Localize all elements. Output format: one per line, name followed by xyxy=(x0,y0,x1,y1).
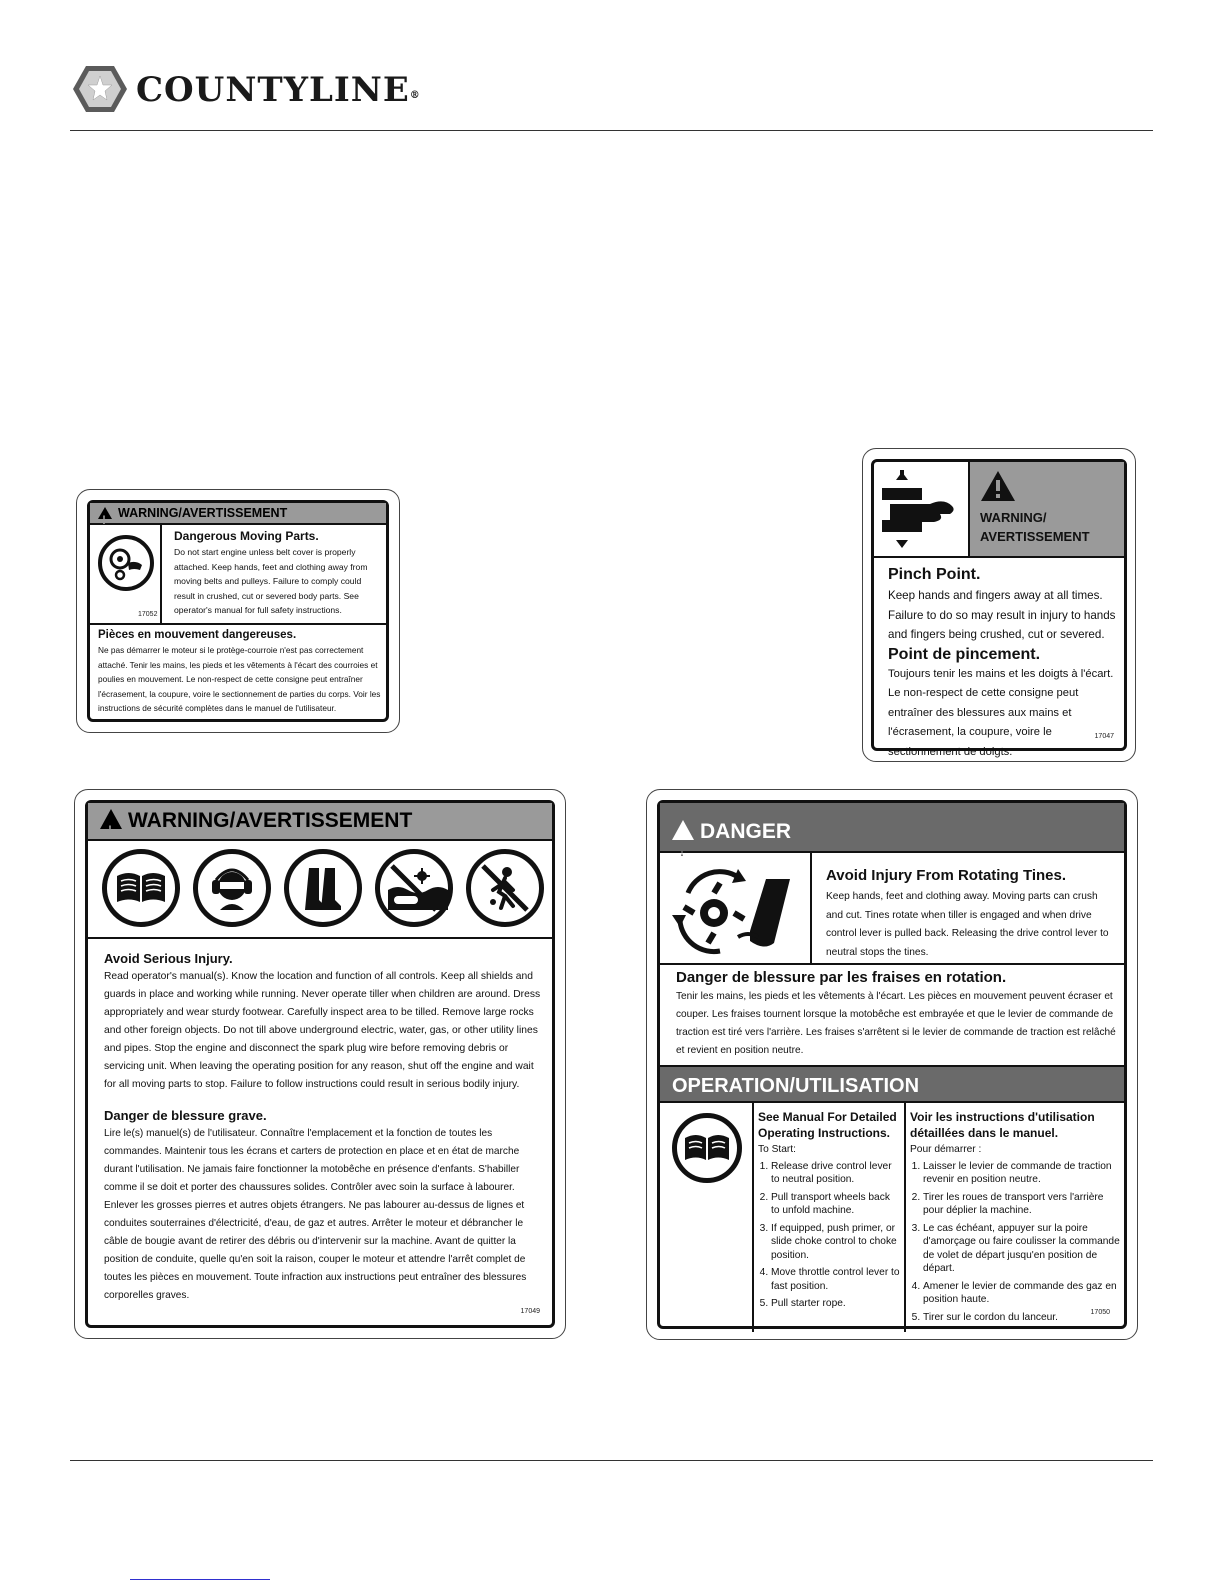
decal-17050-op-fr-title: Voir les instructions d'utilisation détaillées dans le manuel. xyxy=(910,1110,1095,1140)
decal-17050-title-fr: Danger de blessure par les fraises en rotation. xyxy=(676,969,1007,986)
decal-17050-op-en-steps xyxy=(758,1160,900,1311)
list-item: 4. Amener le levier de commande des gaz en position haute. xyxy=(923,1280,1124,1307)
decal-17050-operation-header: OPERATION/UTILISATION xyxy=(660,1065,1124,1103)
footer-rule xyxy=(70,1460,1153,1461)
decal-17052 xyxy=(76,489,400,733)
decal-17050 xyxy=(646,789,1138,1340)
part-number: 17047 xyxy=(1094,733,1114,740)
brand-name: COUNTYLINE® xyxy=(136,70,421,110)
decal-17049-text xyxy=(104,951,548,1305)
list-item: 5. Pull starter rope. xyxy=(771,1297,900,1311)
decal-17049-body-en: Read operator's manual(s). Know the location and function of all controls. Keep all shields and guards in place and working while running. Never operate tiller when children are around. Dress appropriately and wear sturdy footwear. Carefully inspect area to be tilled. Remove large rocks and other foreign objects. Do not till above underground electric, water, gas, or other utility lines and pipes. Stop the engine and disconnect the spark plug wire before removing debris or servicing unit. When leaving the operating position for any reason, shut off the engine and wait for all moving parts to stop. Failure to follow instructions could result in serious bodily injury. xyxy=(104,971,541,1090)
ear-eye-protection-icon xyxy=(193,849,271,927)
decal-17052-body-fr: Ne pas démarrer le moteur si le protège-courroie n'est pas correctement attaché. Tenir les mains, les pieds et les vêtements à l'écart des courroies et poulies en mouvement. Le non-respect de cette consigne peut entraîner l'écrasement, la coupure, voire le sectionnement de parties du corps. Voir les instructions de sécurité complètes dans le manuel de l'utilisateur. xyxy=(98,645,381,713)
list-item: 3. Le cas échéant, appuyer sur la poire d'amorçage ou faire coulisser la commande de volet de départ jusqu'en position de départ. xyxy=(923,1222,1124,1276)
decal-17047 xyxy=(862,448,1136,762)
decal-17050-op-en-intro: To Start: xyxy=(758,1144,796,1155)
decal-17047-header xyxy=(968,462,1124,558)
belt-pulley-hand-icon xyxy=(98,535,154,591)
boots-icon xyxy=(284,849,362,927)
decal-17050-op-en xyxy=(758,1109,900,1315)
no-underground-lines-icon xyxy=(375,849,453,927)
part-number: 17050 xyxy=(1090,1309,1110,1316)
list-item: 2. Tirer les roues de transport vers l'arrière pour déplier la machine. xyxy=(923,1191,1124,1218)
list-item: 1. Release drive control lever to neutral position. xyxy=(771,1160,900,1187)
list-item: 4. Move throttle control lever to fast position. xyxy=(771,1266,900,1293)
decal-17049 xyxy=(74,789,566,1339)
list-item: 3. If equipped, push primer, or slide choke control to choke position. xyxy=(771,1222,900,1263)
decal-17050-title-en: Avoid Injury From Rotating Tines. xyxy=(826,867,1067,884)
decal-17050-danger-fr xyxy=(676,969,1120,1060)
decal-17052-title-fr: Pièces en mouvement dangereuses. xyxy=(98,629,297,641)
decal-17049-title-en: Avoid Serious Injury. xyxy=(104,951,233,966)
rotating-tines-icon xyxy=(668,863,804,959)
countyline-logo-mark xyxy=(72,64,128,114)
list-item: 2. Pull transport wheels back to unfold machine. xyxy=(771,1191,900,1218)
header-rule xyxy=(70,130,1153,131)
decal-17050-danger-en xyxy=(826,867,1116,962)
decal-17047-header-line1: WARNING/ xyxy=(980,510,1047,525)
decal-17052-title-en: Dangerous Moving Parts. xyxy=(174,529,319,543)
decal-17049-title-fr: Danger de blessure grave. xyxy=(104,1108,267,1123)
decal-17047-body-fr: Toujours tenir les mains et les doigts à l'écart. Le non-respect de cette consigne peut entraîner des blessures aux mains et l'écrasement, la coupure, voire le sectionnement de doigts. xyxy=(888,667,1114,758)
decal-17049-body-fr: Lire le(s) manuel(s) de l'utilisateur. Connaître l'emplacement et la fonction de toutes les commandes. Maintenir tous les écrans et carters de protection en place et en état de marche durant l'utilisation. Ne jamais faire fonctionner la motobêche en présence d'enfants. S'habiller comme il se doit et porter des chaussures solides. Contrôler avec soin la surface à labourer. Enlever les grosses pierres et autres objets étrangers. Ne pas labourer au-dessus de lignes et conduites souterraines d'électricité, d'eau, de gaz et autres. Arrêter le moteur et débrancher le câble de bougie avant de retirer des débris ou d'intervenir sur la machine. Avant de quitter la position de conduite, quelle qu'en soit la raison, couper le moteur et attendre l'arrêt complet de toutes les pièces en mouvement. Toute infraction aux instructions peut entraîner des blessures corporelles graves. xyxy=(104,1128,527,1301)
read-manual-icon xyxy=(102,849,180,927)
pinch-point-hand-icon xyxy=(880,470,960,550)
star-hexagon-icon xyxy=(72,64,128,114)
part-number: 17049 xyxy=(520,1308,540,1315)
decal-17050-op-fr-steps xyxy=(910,1160,1124,1325)
decal-17052-body-en: Do not start engine unless belt cover is properly attached. Keep hands, feet and clothing away from moving belts and pulleys. Failure to comply could result in crushed, cut or severed body parts. See operator's manual for full safety instructions. xyxy=(174,547,368,615)
decal-17050-op-fr xyxy=(910,1109,1124,1328)
decal-17050-op-fr-intro: Pour démarrer : xyxy=(910,1144,982,1155)
decal-17049-header: !WARNING/AVERTISSEMENT xyxy=(88,803,552,841)
decal-17052-header: !WARNING/AVERTISSEMENT xyxy=(90,503,386,525)
decal-17052-english xyxy=(174,529,384,618)
list-item: 5. Tirer sur le cordon du lanceur. xyxy=(923,1311,1124,1325)
read-manual-icon xyxy=(672,1113,742,1183)
warning-triangle-icon xyxy=(100,809,122,829)
part-number: 17052 xyxy=(138,611,158,618)
decal-17047-title-en: Pinch Point. xyxy=(888,566,981,583)
decal-17047-title-fr: Point de pincement. xyxy=(888,645,1041,663)
warning-triangle-icon xyxy=(980,470,1016,502)
decal-17047-header-line2: AVERTISSEMENT xyxy=(980,529,1090,544)
decal-17050-body-en: Keep hands, feet and clothing away. Moving parts can crush and cut. Tines rotate when tiller is engaged and when drive control lever is pulled back. Releasing the drive control lever to neutral stops the tines. xyxy=(826,891,1109,958)
decal-17050-danger-header: !DANGER xyxy=(660,803,1124,853)
warning-triangle-icon xyxy=(672,820,694,840)
decal-17047-body-en: Keep hands and fingers away at all times. Failure to do so may result in injury to hands and fingers being crushed, cut or severed. xyxy=(888,589,1116,641)
list-item: 1. Laisser le levier de commande de traction revenir en position neutre. xyxy=(923,1160,1124,1187)
decal-17047-text xyxy=(888,566,1124,762)
decal-17050-body-fr: Tenir les mains, les pieds et les vêtements à l'écart. Les pièces en mouvement peuvent écraser et couper. Les fraises tournent lorsque la motobêche est embrayée et que le levier de commande de traction est tiré vers l'arrière. Les fraises s'arrêtent si le levier de commande de traction est relâché et revient en position neutre. xyxy=(676,991,1116,1056)
no-children-icon xyxy=(466,849,544,927)
decal-17052-french xyxy=(98,629,386,716)
warning-triangle-icon xyxy=(98,507,112,519)
decal-17050-op-en-title: See Manual For Detailed Operating Instructions. xyxy=(758,1110,897,1140)
footer-link-underline[interactable] xyxy=(130,1579,270,1580)
